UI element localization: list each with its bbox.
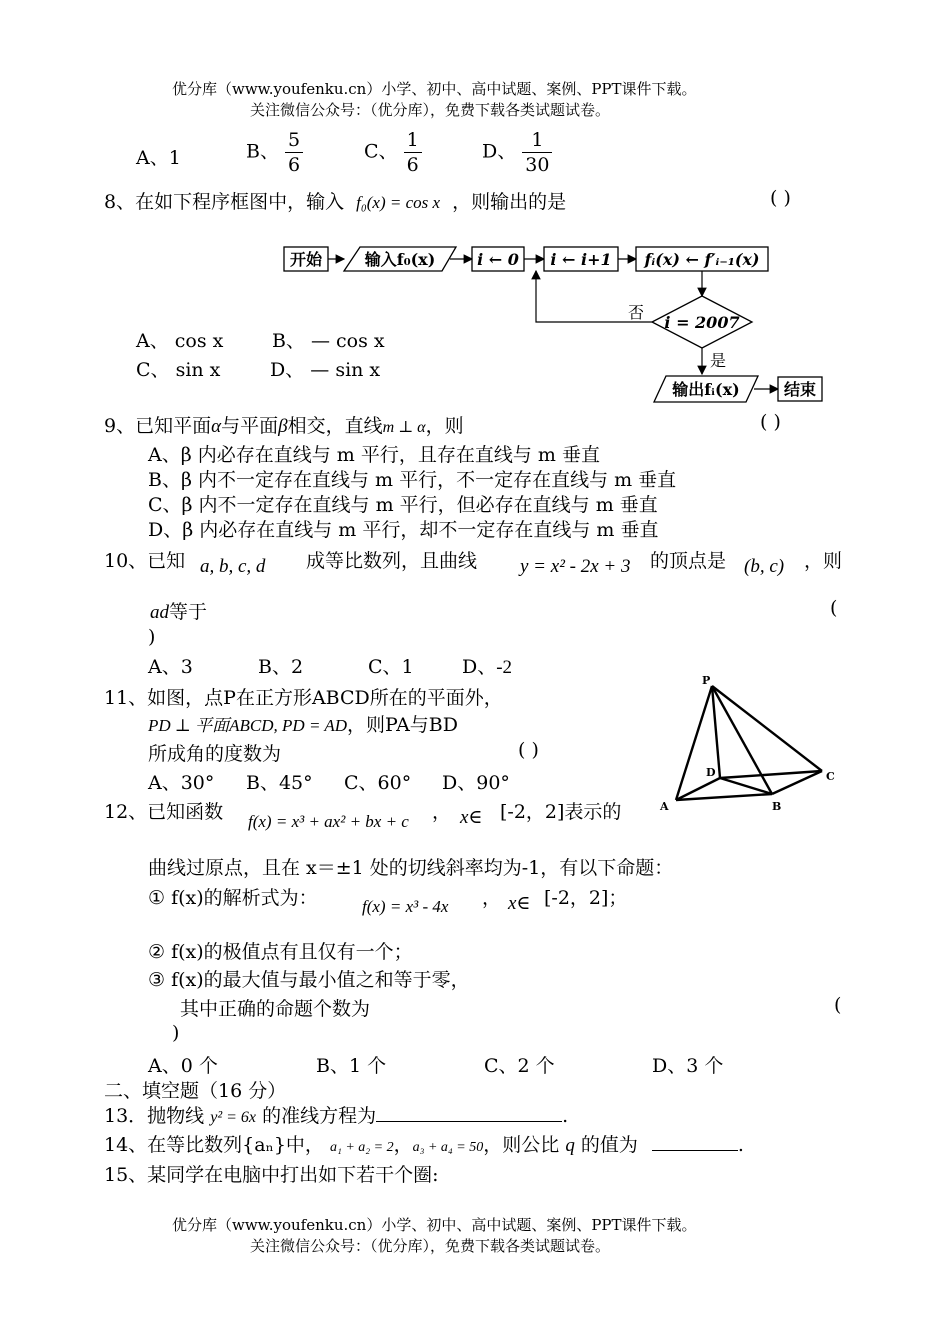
q12-option-a: A、0 个 xyxy=(148,1055,218,1077)
q8-option-d: D、 — sin x xyxy=(270,359,381,381)
q7-option-a: A、1 xyxy=(136,147,181,169)
footer-line-2: 关注微信公众号：（优分库），免费下载各类试题试卷。 xyxy=(250,1237,611,1255)
q9-stem-a: 9、已知平面 xyxy=(104,415,212,437)
fig-label-d: D xyxy=(706,766,716,779)
flow-increment-label: i ← i+1 xyxy=(550,250,612,269)
q8-prefix: 8、在如下程序框图中，输入 xyxy=(104,191,345,213)
q10-option-c: C、1 xyxy=(368,656,414,678)
q10-paren-open: ( xyxy=(830,597,838,619)
q7-d-numerator: 1 xyxy=(522,128,552,153)
q12-p1-prefix: ① f(x)的解析式为： xyxy=(148,887,318,909)
q12-p1-suffix: ， xyxy=(482,887,502,909)
q11-answer-paren: ( ) xyxy=(518,739,539,761)
q8-option-c: C、 sin x xyxy=(136,359,221,381)
q11-line2-math: PD ⊥ 平面ABCD, PD = AD xyxy=(148,716,348,735)
q13-end: . xyxy=(562,1105,569,1127)
fig-label-b: B xyxy=(772,800,782,813)
q7-b-numerator: 5 xyxy=(285,128,303,153)
q11-option-a: A、30° xyxy=(148,772,215,794)
q10-line2 xyxy=(150,597,207,624)
q8-stem xyxy=(104,187,566,214)
q11-option-b: B、45° xyxy=(246,772,313,794)
q10-prefix: 10、已知 xyxy=(104,550,186,572)
header-line-2: 关注微信公众号：（优分库），免费下载各类试题试卷。 xyxy=(250,101,611,119)
flow-init-label: i ← 0 xyxy=(477,250,519,269)
q11-line2-text: ，则PA与BD xyxy=(347,714,458,736)
q12-proposition-3: ③ f(x)的最大值与最小值之和等于零， xyxy=(148,969,470,991)
q7-d-denominator: 30 xyxy=(525,154,550,176)
flow-output-label: 输出fᵢ(x) xyxy=(672,380,740,399)
q8-option-a: A、 cos x xyxy=(136,330,224,352)
q14-q: q xyxy=(565,1135,575,1156)
flow-start-label: 开始 xyxy=(289,250,323,269)
q13-formula: y² = 6x xyxy=(210,1109,257,1126)
q14-condition-2: a₃ + a₄ = 50 xyxy=(412,1140,484,1155)
q8-formula: f₀(x) = cos x xyxy=(356,193,441,212)
q11-option-d: D、90° xyxy=(442,772,510,794)
q12-option-d: D、3 个 xyxy=(652,1055,724,1077)
q10-option-d-label: D、 xyxy=(462,656,497,678)
fig-label-a: A xyxy=(660,800,669,813)
q12-p1-interval: [-2，2]； xyxy=(544,887,628,909)
q10-option-d xyxy=(462,652,512,679)
q14-answer-blank[interactable] xyxy=(652,1132,738,1151)
q11-line1: 11、如图，点P在正方形ABCD所在的平面外， xyxy=(104,687,503,709)
q14-separator: ， xyxy=(393,1134,413,1156)
q15-text: 15、某同学在电脑中打出如下若干个圈: xyxy=(104,1164,439,1186)
q9-option-c: C、β 内不一定存在直线与 m 平行，但必存在直线与 m 垂直 xyxy=(148,494,658,516)
q9-alpha: α xyxy=(211,416,222,437)
q10-curve: y = x² - 2x + 3 xyxy=(520,556,631,577)
q14-prefix: 14、在等比数列{aₙ}中， xyxy=(104,1134,324,1156)
q12-line2: 曲线过原点，且在 x＝±1 处的切线斜率均为-1，有以下命题： xyxy=(148,857,674,879)
q7-option-d xyxy=(482,128,552,177)
q10-end: ，则 xyxy=(804,550,843,572)
q12-question: 其中正确的命题个数为 xyxy=(180,998,371,1020)
q10-option-b: B、2 xyxy=(258,656,304,678)
q12-proposition-2: ② f(x)的极值点有且仅有一个； xyxy=(148,941,413,963)
q12-p1-formula: f(x) = x³ - 4x xyxy=(362,897,449,916)
q11-line2 xyxy=(148,710,458,737)
q7-option-c-fraction xyxy=(404,128,422,177)
q9-stem xyxy=(104,411,464,438)
q7-c-denominator: 6 xyxy=(406,154,419,176)
q12-proposition-1 xyxy=(148,883,318,910)
flow-input-label: 输入f₀(x) xyxy=(364,250,436,269)
q10-paren-close: ) xyxy=(148,626,156,648)
q7-b-denominator: 6 xyxy=(288,154,301,176)
q10-option-d-value: -2 xyxy=(496,657,513,678)
q9-option-d: D、β 内必存在直线与 m 平行，却不一定存在直线与 m 垂直 xyxy=(148,519,659,541)
q13-answer-blank[interactable] xyxy=(376,1103,562,1122)
q12-paren-close: ) xyxy=(172,1022,180,1044)
q9-answer-paren: ( ) xyxy=(760,411,781,433)
q12-domain-var: x∈ xyxy=(460,807,483,828)
fig-label-c: C xyxy=(826,770,835,783)
q8-suffix: ，则输出的是 xyxy=(452,191,567,213)
q11-option-c: C、60° xyxy=(344,772,412,794)
q12-prefix: 12、已知函数 xyxy=(104,801,224,823)
q14-line xyxy=(104,1130,744,1157)
q7-c-numerator: 1 xyxy=(404,128,422,153)
q9-option-a: A、β 内必存在直线与 m 平行，且存在直线与 m 垂直 xyxy=(148,444,600,466)
q14-suffix: ，则公比 xyxy=(483,1134,560,1156)
q10-option-a: A、3 xyxy=(148,656,193,678)
flow-no-label: 否 xyxy=(627,303,645,322)
q12-interval: [-2，2]表示的 xyxy=(500,801,622,823)
q7-option-b xyxy=(246,128,303,177)
q10-vars: a, b, c, d xyxy=(200,556,266,577)
q12-option-b: B、1 个 xyxy=(316,1055,387,1077)
q10-vertex: (b, c) xyxy=(744,556,785,577)
q10-ad-suffix: 等于 xyxy=(169,601,208,623)
q12-paren-open: ( xyxy=(834,994,842,1016)
q10-mid: 成等比数列，且曲线 xyxy=(306,550,478,572)
q9-beta: β xyxy=(278,416,288,437)
q8-answer-paren: ( ) xyxy=(770,187,791,209)
q7-option-c-label: C、 xyxy=(364,140,398,163)
q14-end: . xyxy=(737,1134,744,1156)
q11-pyramid-figure xyxy=(654,668,844,818)
q8-option-b: B、 — cos x xyxy=(272,330,385,352)
q9-option-b: B、β 内不一定存在直线与 m 平行，不一定存在直线与 m 垂直 xyxy=(148,469,677,491)
flow-derive-label: fᵢ(x) ← f′ᵢ₋₁(x) xyxy=(644,250,760,269)
q12-option-c: C、2 个 xyxy=(484,1055,555,1077)
q10-vertex-text: 的顶点是 xyxy=(650,550,727,572)
q7-option-d-fraction xyxy=(522,128,552,177)
footer-line-1: 优分库（www.youfenku.cn）小学、初中、高中试题、案例、PPT课件下载。 xyxy=(172,1216,697,1234)
q14-condition-1: a₁ + a₂ = 2 xyxy=(329,1140,394,1155)
q7-option-c xyxy=(364,128,422,177)
q9-stem-d: ，则 xyxy=(425,415,464,437)
flow-condition-label: i = 2007 xyxy=(664,313,740,332)
q13-suffix: 的准线方程为 xyxy=(262,1105,377,1127)
q9-condition: m ⊥ α xyxy=(382,419,426,436)
q9-stem-b: 与平面 xyxy=(221,415,279,437)
section2-title: 二、填空题（16 分） xyxy=(104,1080,287,1102)
q12-p1-domain: x∈ xyxy=(508,893,531,914)
q11-line3: 所成角的度数为 xyxy=(148,743,282,765)
q12-comma: ， xyxy=(432,801,452,823)
q14-suffix-2: 的值为 xyxy=(580,1134,638,1156)
q10-ad: ad xyxy=(150,602,169,623)
flow-end-label: 结束 xyxy=(783,380,817,399)
q9-stem-c: 相交，直线 xyxy=(287,415,383,437)
q12-function: f(x) = x³ + ax² + bx + c xyxy=(248,812,409,831)
q7-option-b-label: B、 xyxy=(246,140,279,163)
q7-option-d-label: D、 xyxy=(482,140,517,163)
header-line-1: 优分库（www.youfenku.cn）小学、初中、高中试题、案例、PPT课件下载。 xyxy=(172,80,697,98)
q13-line xyxy=(104,1101,568,1128)
fig-label-p: P xyxy=(702,674,711,687)
q7-option-b-fraction xyxy=(285,128,303,177)
flow-yes-label: 是 xyxy=(709,351,727,370)
q13-prefix: 13．抛物线 xyxy=(104,1105,205,1127)
